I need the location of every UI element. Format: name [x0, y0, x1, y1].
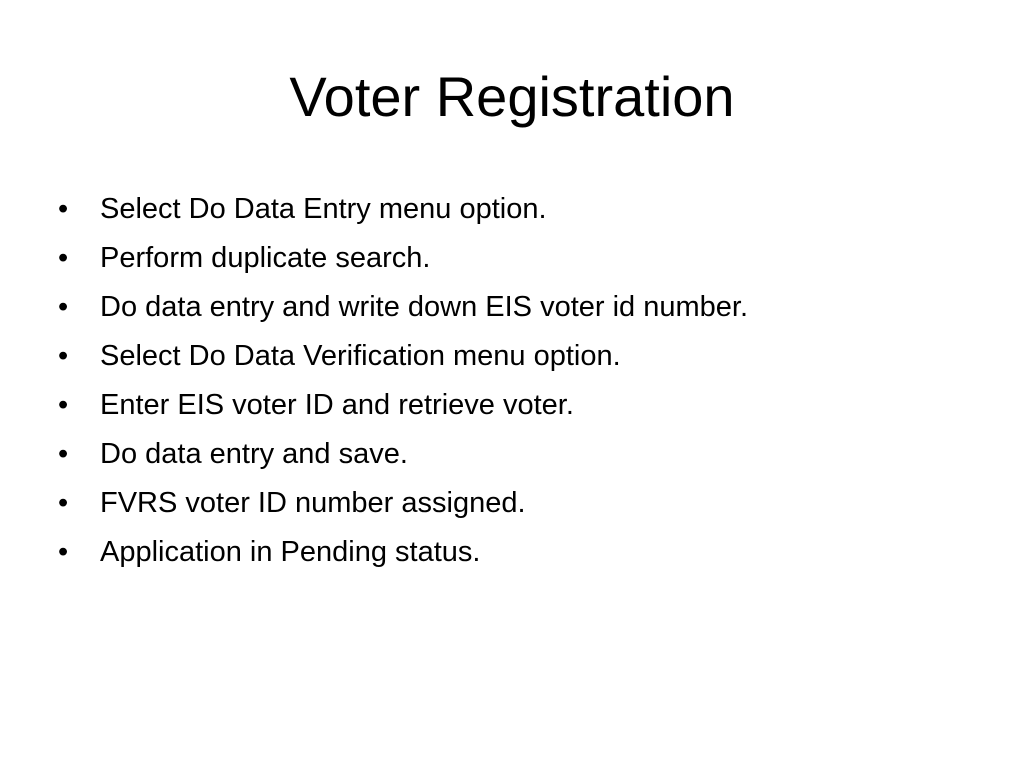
list-item-text: Do data entry and write down EIS voter id number.: [100, 291, 749, 323]
slide-title: Voter Registration: [289, 65, 735, 128]
list-item-text: Application in Pending status.: [100, 536, 481, 568]
bullet-dot-icon: •: [58, 536, 69, 568]
list-item: [58, 283, 978, 332]
list-item: [58, 234, 978, 283]
bullet-dot-icon: •: [58, 487, 69, 519]
bullet-dot-icon: •: [58, 291, 69, 323]
list-item: [58, 185, 978, 234]
bullet-list: [58, 185, 978, 577]
list-item: [58, 332, 978, 381]
list-item: [58, 381, 978, 430]
list-item: [58, 479, 978, 528]
list-item-text: Do data entry and save.: [100, 438, 408, 470]
list-item-text: Select Do Data Entry menu option.: [100, 193, 547, 225]
list-item: [58, 430, 978, 479]
bullet-dot-icon: •: [58, 242, 69, 274]
list-item-text: FVRS voter ID number assigned.: [100, 487, 526, 519]
list-item-text: Enter EIS voter ID and retrieve voter.: [100, 389, 574, 421]
list-item-text: Select Do Data Verification menu option.: [100, 340, 621, 372]
list-item: [58, 528, 978, 577]
bullet-dot-icon: •: [58, 438, 69, 470]
bullet-dot-icon: •: [58, 193, 69, 225]
bullet-dot-icon: •: [58, 340, 69, 372]
list-item-text: Perform duplicate search.: [100, 242, 431, 274]
bullet-dot-icon: •: [58, 389, 69, 421]
